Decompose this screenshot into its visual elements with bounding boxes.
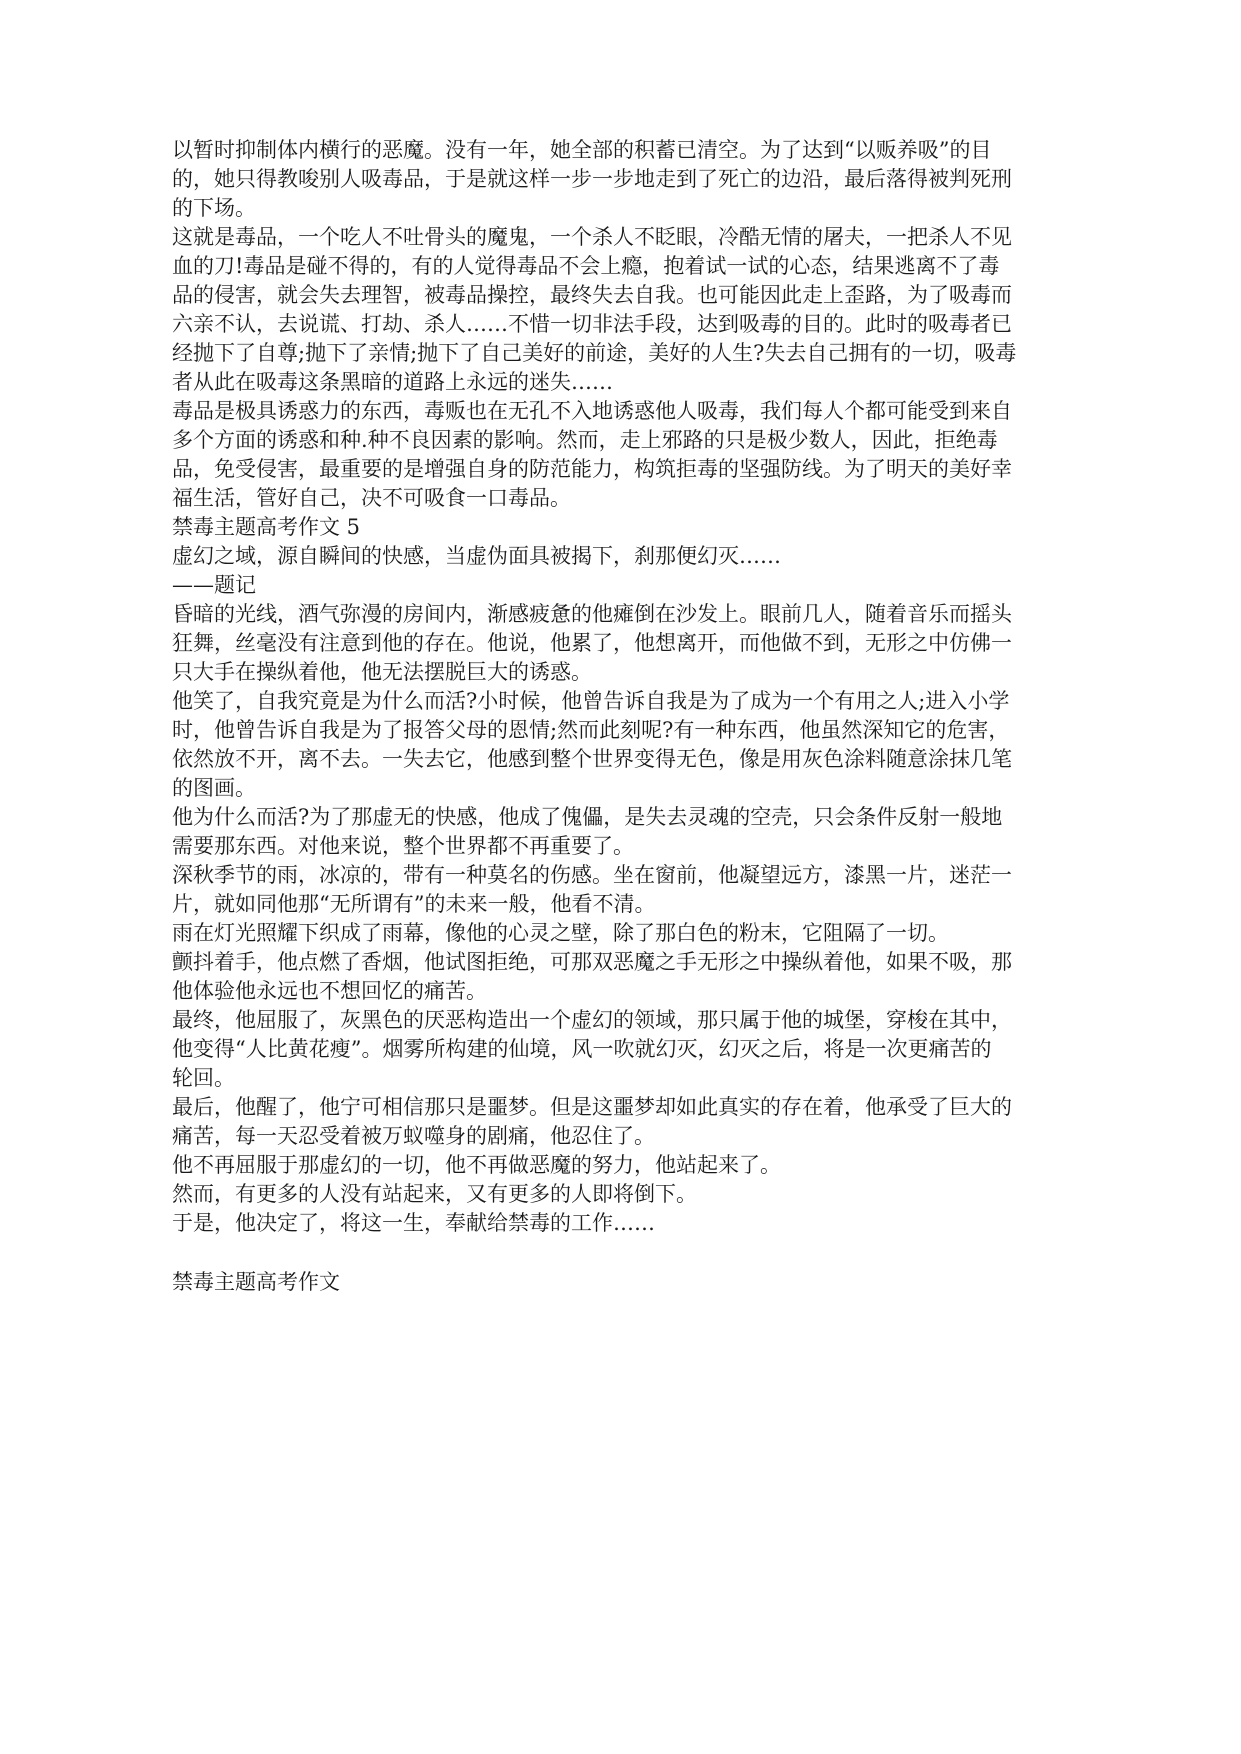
text-line: 他笑了，自我究竟是为什么而活?小时候，他曾告诉自我是为了成为一个有用之人;进入小学 (172, 689, 1010, 713)
text-line: 轮回。 (172, 1066, 235, 1090)
paragraph (172, 397, 1092, 513)
text-line: 昏暗的光线，酒气弥漫的房间内，渐感疲惫的他瘫倒在沙发上。眼前几人，随着音乐而摇头 (172, 602, 1012, 626)
paragraph (172, 687, 1092, 803)
text-line: 雨在灯光照耀下织成了雨幕，像他的心灵之壁，除了那白色的粉末，它阻隔了一切。 (172, 921, 949, 945)
text-line: 然而，有更多的人没有站起来，又有更多的人即将倒下。 (172, 1182, 697, 1206)
text-line: 片，就如同他那“无所谓有”的未来一般，他看不清。 (172, 892, 656, 916)
text-line: 品的侵害，就会失去理智，被毒品操控，最终失去自我。也可能因此走上歪路，为了吸毒而 (172, 283, 1012, 307)
paragraph (172, 513, 1092, 542)
text-line: 虚幻之域，源自瞬间的快感，当虚伪面具被揭下，刹那便幻灭…… (172, 544, 781, 568)
text-line: 六亲不认，去说谎、打劫、杀人……不惜一切非法手段，达到吸毒的目的。此时的吸毒者已 (172, 312, 1012, 336)
text-line: 痛苦，每一天忍受着被万蚁噬身的剧痛，他忍住了。 (172, 1124, 655, 1148)
text-line: 只大手在操纵着他，他无法摆脱巨大的诱惑。 (172, 660, 592, 684)
text-line: 最终，他屈服了，灰黑色的厌恶构造出一个虚幻的领域，那只属于他的城堡，穿梭在其中， (172, 1008, 1012, 1032)
text-line: 最后，他醒了，他宁可相信那只是噩梦。但是这噩梦却如此真实的存在着，他承受了巨大的 (172, 1095, 1012, 1119)
paragraph (172, 948, 1092, 1006)
text-line: 狂舞，丝毫没有注意到他的存在。他说，他累了，他想离开，而他做不到，无形之中仿佛一 (172, 631, 1012, 655)
text-line: 他为什么而活?为了那虚无的快感，他成了傀儡，是失去灵魂的空壳，只会条件反射一般地 (172, 805, 1003, 829)
text-line: 依然放不开，离不去。一失去它，他感到整个世界变得无色，像是用灰色涂料随意涂抹几笔 (172, 747, 1012, 771)
text-line: 于是，他决定了，将这一生，奉献给禁毒的工作…… (172, 1211, 655, 1235)
text-line: 毒品是极具诱惑力的东西，毒贩也在无孔不入地诱惑他人吸毒，我们每人个都可能受到来自 (172, 399, 1012, 423)
text-line: 他体验他永远也不想回忆的痛苦。 (172, 979, 487, 1003)
paragraph (172, 1006, 1092, 1093)
text-line: ——题记 (172, 573, 256, 597)
text-line: 需要那东西。对他来说，整个世界都不再重要了。 (172, 834, 634, 858)
text-line: 血的刀!毒品是碰不得的，有的人觉得毒品不会上瘾，抱着试一试的心态，结果逃离不了毒 (172, 254, 1000, 278)
text-line: 的，她只得教唆别人吸毒品，于是就这样一步一步地走到了死亡的边沿，最后落得被判死刑 (172, 167, 1012, 191)
text-line: 品，免受侵害，最重要的是增强自身的防范能力，构筑拒毒的坚强防线。为了明天的美好幸 (172, 457, 1012, 481)
paragraph (172, 1093, 1092, 1151)
document-body (172, 136, 1092, 1238)
text-line: 的图画。 (172, 776, 256, 800)
text-line: 多个方面的诱惑和种.种不良因素的影响。然而，走上邪路的只是极少数人，因此，拒绝毒 (172, 428, 998, 452)
text-line: 者从此在吸毒这条黑暗的道路上永远的迷失…… (172, 370, 613, 394)
text-line: 的下场。 (172, 196, 256, 220)
paragraph (172, 1151, 1092, 1180)
paragraph (172, 803, 1092, 861)
paragraph (172, 600, 1092, 687)
paragraph (172, 919, 1092, 948)
text-line: 深秋季节的雨，冰凉的，带有一种莫名的伤感。坐在窗前，他凝望远方，漆黑一片，迷茫一 (172, 863, 1012, 887)
paragraph (172, 223, 1092, 397)
text-line: 经抛下了自尊;抛下了亲情;抛下了自己美好的前途，美好的人生?失去自己拥有的一切，吸毒 (172, 341, 1017, 365)
paragraph (172, 1209, 1092, 1238)
text-line: 他不再屈服于那虚幻的一切，他不再做恶魔的努力，他站起来了。 (172, 1153, 781, 1177)
paragraph (172, 136, 1092, 223)
paragraph (172, 542, 1092, 571)
text-line: 时，他曾告诉自我是为了报答父母的恩情;然而此刻呢?有一种东西，他虽然深知它的危害， (172, 718, 1010, 742)
paragraph (172, 861, 1092, 919)
text-line: 以暂时抑制体内横行的恶魔。没有一年，她全部的积蓄已清空。为了达到“以贩养吸”的目 (172, 138, 992, 162)
footer-title: 禁毒主题高考作文 (172, 1270, 340, 1294)
text-line: 颤抖着手，他点燃了香烟，他试图拒绝，可那双恶魔之手无形之中操纵着他，如果不吸，那 (172, 950, 1012, 974)
text-line: 福生活，管好自己，决不可吸食一口毒品。 (172, 486, 571, 510)
text-line: 禁毒主题高考作文 5 (172, 515, 361, 539)
text-line: 这就是毒品，一个吃人不吐骨头的魔鬼，一个杀人不眨眼，冷酷无情的屠夫，一把杀人不见 (172, 225, 1012, 249)
paragraph (172, 1180, 1092, 1209)
paragraph (172, 571, 1092, 600)
text-line: 他变得“人比黄花瘦”。烟雾所构建的仙境，风一吹就幻灭，幻灭之后，将是一次更痛苦的 (172, 1037, 992, 1061)
